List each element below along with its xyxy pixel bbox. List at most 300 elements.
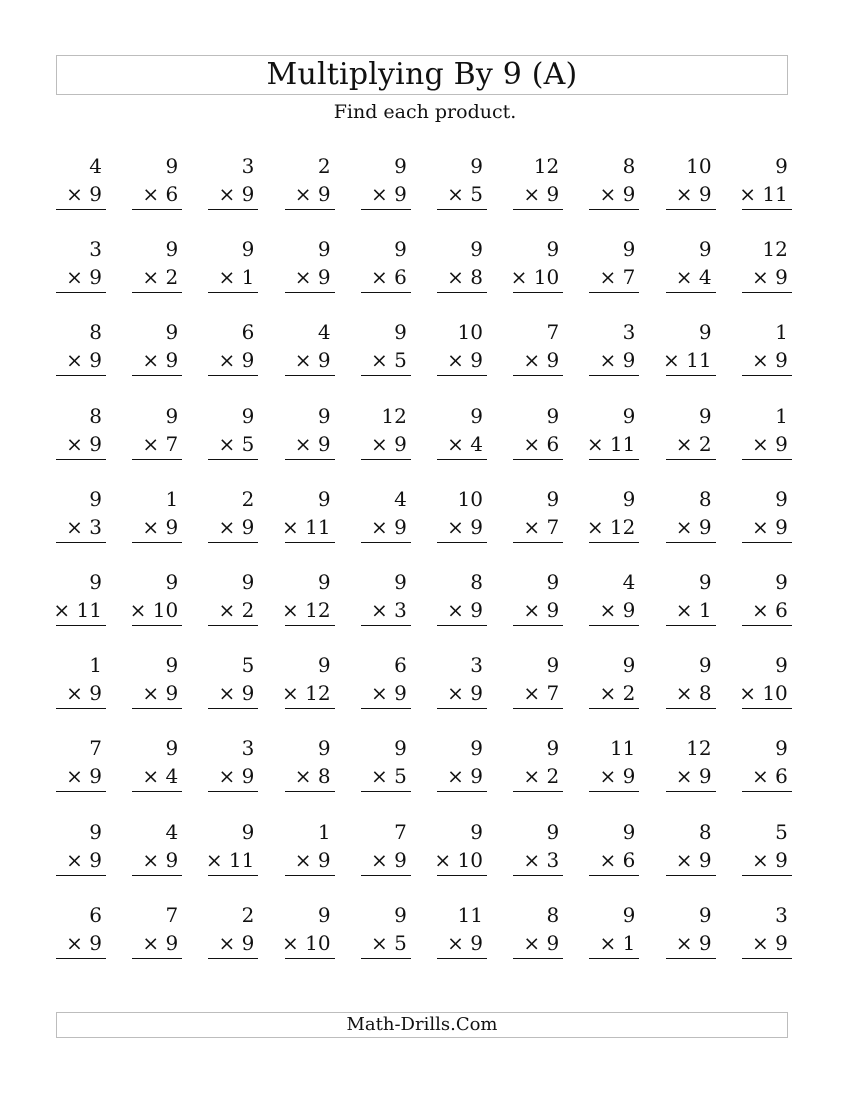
- multiplicand: 9: [546, 736, 560, 761]
- multiplicand: 4: [89, 154, 102, 178]
- multiplier: × 9: [523, 930, 560, 955]
- multiplier: × 9: [370, 847, 407, 872]
- answer-line: [285, 209, 335, 210]
- problem: [742, 571, 792, 635]
- problem: [666, 488, 716, 552]
- multiplicand: 3: [89, 237, 102, 262]
- answer-line: [132, 625, 182, 626]
- multiplicand: 9: [394, 570, 407, 594]
- multiplier: × 9: [218, 514, 255, 539]
- multiplier: × 9: [218, 348, 255, 373]
- multiplicand: 9: [165, 570, 179, 594]
- problem: [361, 571, 411, 635]
- multiplier: × 4: [142, 764, 179, 789]
- multiplicand: 9: [698, 237, 712, 262]
- answer-line: [208, 875, 258, 876]
- multiplier: × 9: [751, 265, 788, 290]
- problem: [361, 737, 411, 801]
- problem: [513, 821, 563, 885]
- multiplicand: 1: [775, 403, 788, 428]
- multiplicand: 9: [775, 653, 788, 678]
- problem: [208, 654, 258, 718]
- multiplicand: 9: [775, 154, 788, 178]
- problem: [361, 155, 411, 219]
- answer-line: [56, 375, 106, 376]
- problem: [666, 737, 716, 801]
- problem: [437, 737, 487, 801]
- multiplier: × 10: [739, 681, 788, 706]
- answer-line: [742, 625, 792, 626]
- answer-line: [361, 625, 411, 626]
- problem: [589, 321, 639, 385]
- multiplier: × 11: [586, 431, 636, 456]
- answer-line: [56, 292, 106, 293]
- multiplier: × 9: [751, 348, 788, 373]
- answer-line: [513, 625, 563, 626]
- problem: [132, 821, 182, 885]
- multiplicand: 9: [241, 403, 255, 428]
- problem: [208, 571, 258, 635]
- multiplier: × 9: [599, 764, 636, 789]
- answer-line: [132, 375, 182, 376]
- problem: [361, 405, 411, 469]
- multiplicand: 9: [394, 320, 407, 345]
- problem: [589, 155, 639, 219]
- answer-line: [742, 292, 792, 293]
- problem: [742, 238, 792, 302]
- multiplicand: 10: [457, 486, 483, 511]
- multiplier: × 9: [294, 847, 331, 872]
- multiplicand: 8: [470, 570, 483, 594]
- multiplier: × 9: [294, 348, 331, 373]
- problem: [437, 654, 487, 718]
- answer-line: [285, 375, 335, 376]
- answer-line: [56, 958, 106, 959]
- multiplicand: 9: [89, 486, 102, 511]
- multiplier: × 9: [294, 182, 331, 206]
- multiplicand: 9: [241, 237, 255, 262]
- multiplicand: 9: [165, 403, 179, 428]
- answer-line: [589, 375, 639, 376]
- problem: [56, 821, 106, 885]
- multiplier: × 9: [751, 930, 788, 955]
- multiplicand: 2: [241, 902, 255, 927]
- multiplicand: 9: [622, 653, 636, 678]
- multiplicand: 6: [89, 902, 102, 927]
- problem: [285, 321, 335, 385]
- multiplicand: 3: [775, 902, 788, 927]
- multiplicand: 9: [775, 570, 788, 594]
- problem: [513, 654, 563, 718]
- multiplicand: 12: [381, 403, 407, 428]
- answer-line: [666, 375, 716, 376]
- multiplicand: 9: [546, 486, 560, 511]
- multiplicand: 8: [698, 819, 712, 844]
- multiplier: × 9: [523, 348, 560, 373]
- multiplier: × 9: [447, 930, 483, 955]
- answer-line: [285, 292, 335, 293]
- answer-line: [742, 875, 792, 876]
- multiplier: × 4: [675, 265, 712, 290]
- multiplicand: 9: [317, 653, 331, 678]
- problem: [56, 904, 106, 968]
- multiplier: × 9: [66, 348, 102, 373]
- multiplier: × 9: [675, 182, 712, 206]
- multiplicand: 8: [89, 403, 102, 428]
- problem: [742, 737, 792, 801]
- multiplier: × 1: [599, 930, 636, 955]
- multiplicand: 9: [165, 736, 179, 761]
- multiplier: × 6: [599, 847, 636, 872]
- multiplier: × 9: [751, 847, 788, 872]
- multiplicand: 9: [470, 403, 483, 428]
- answer-line: [208, 209, 258, 210]
- problem: [739, 653, 792, 718]
- answer-line: [513, 375, 563, 376]
- answer-line: [56, 791, 106, 792]
- problem: [285, 238, 335, 302]
- multiplier: × 5: [370, 930, 407, 955]
- problem: [437, 571, 487, 635]
- multiplier: × 5: [370, 764, 407, 789]
- answer-line: [666, 459, 716, 460]
- problem: [513, 904, 563, 968]
- problem: [589, 571, 639, 635]
- multiplicand: 1: [775, 320, 788, 345]
- answer-line: [132, 708, 182, 709]
- answer-line: [285, 542, 335, 543]
- problem: [513, 737, 563, 801]
- problem: [282, 653, 335, 718]
- answer-line: [361, 542, 411, 543]
- answer-line: [208, 708, 258, 709]
- multiplier: × 9: [142, 681, 179, 706]
- multiplier: × 2: [599, 681, 636, 706]
- multiplier: × 9: [142, 348, 179, 373]
- multiplier: × 9: [675, 930, 712, 955]
- answer-line: [361, 958, 411, 959]
- answer-line: [742, 209, 792, 210]
- multiplier: × 9: [142, 847, 179, 872]
- multiplier: × 9: [599, 598, 636, 622]
- multiplicand: 9: [698, 570, 712, 594]
- multiplier: × 9: [66, 930, 102, 955]
- multiplier: × 11: [53, 598, 102, 622]
- problem: [56, 488, 106, 552]
- multiplier: × 5: [218, 431, 255, 456]
- multiplier: × 12: [282, 598, 331, 622]
- multiplicand: 10: [686, 154, 712, 178]
- multiplier: × 7: [523, 681, 560, 706]
- answer-line: [285, 459, 335, 460]
- multiplier: × 3: [370, 598, 407, 622]
- multiplicand: 9: [698, 320, 712, 345]
- multiplier: × 9: [599, 182, 636, 206]
- multiplier: × 9: [370, 431, 407, 456]
- multiplier: × 10: [510, 265, 560, 290]
- multiplier: × 9: [675, 847, 712, 872]
- multiplier: × 11: [663, 348, 712, 373]
- multiplicand: 9: [241, 819, 255, 844]
- multiplicand: 12: [686, 736, 712, 761]
- multiplicand: 9: [622, 819, 636, 844]
- multiplier: × 5: [370, 348, 407, 373]
- multiplier: × 9: [751, 514, 788, 539]
- problem: [586, 486, 639, 552]
- problem: [56, 405, 106, 469]
- multiplier: × 9: [675, 764, 712, 789]
- problem: [510, 237, 563, 302]
- multiplicand: 9: [470, 237, 483, 262]
- multiplier: × 9: [370, 514, 407, 539]
- multiplier: × 9: [66, 847, 102, 872]
- multiplicand: 9: [394, 237, 407, 262]
- multiplier: × 9: [447, 598, 483, 622]
- multiplier: × 9: [751, 431, 788, 456]
- problem: [437, 488, 487, 552]
- multiplicand: 4: [317, 320, 331, 345]
- answer-line: [361, 292, 411, 293]
- problem: [53, 570, 106, 635]
- problem: [742, 321, 792, 385]
- answer-line: [56, 459, 106, 460]
- problem: [437, 405, 487, 469]
- answer-line: [666, 542, 716, 543]
- answer-line: [208, 375, 258, 376]
- problem: [666, 155, 716, 219]
- answer-line: [742, 542, 792, 543]
- answer-line: [361, 459, 411, 460]
- multiplicand: 9: [622, 902, 636, 927]
- answer-line: [132, 459, 182, 460]
- multiplicand: 8: [89, 320, 102, 345]
- problem: [589, 654, 639, 718]
- multiplier: × 2: [218, 598, 255, 622]
- multiplicand: 9: [317, 902, 331, 927]
- multiplicand: 4: [394, 486, 407, 511]
- problem: [513, 571, 563, 635]
- multiplier: × 7: [142, 431, 179, 456]
- problem: [132, 238, 182, 302]
- answer-line: [285, 875, 335, 876]
- multiplicand: 9: [394, 902, 407, 927]
- problem: [56, 737, 106, 801]
- multiplier: × 9: [447, 514, 483, 539]
- problem: [666, 821, 716, 885]
- answer-line: [742, 958, 792, 959]
- problem: [742, 488, 792, 552]
- multiplier: × 9: [447, 348, 483, 373]
- multiplicand: 9: [165, 320, 179, 345]
- multiplicand: 9: [317, 403, 331, 428]
- multiplier: × 2: [142, 265, 179, 290]
- multiplicand: 9: [165, 653, 179, 678]
- multiplicand: 9: [165, 237, 179, 262]
- answer-line: [513, 542, 563, 543]
- multiplicand: 8: [546, 902, 560, 927]
- problem: [589, 904, 639, 968]
- multiplicand: 12: [533, 154, 560, 178]
- problem: [132, 737, 182, 801]
- multiplicand: 8: [622, 154, 636, 178]
- answer-line: [666, 209, 716, 210]
- multiplier: × 4: [447, 431, 483, 456]
- multiplicand: 8: [698, 486, 712, 511]
- problem: [208, 737, 258, 801]
- multiplicand: 9: [89, 570, 102, 594]
- multiplier: × 9: [218, 930, 255, 955]
- page-title: Multiplying By 9 (A): [266, 57, 578, 92]
- problem: [589, 238, 639, 302]
- multiplier: × 9: [66, 764, 102, 789]
- multiplicand: 9: [622, 237, 636, 262]
- multiplicand: 9: [394, 154, 407, 178]
- multiplicand: 9: [165, 154, 179, 178]
- problem: [437, 321, 487, 385]
- answer-line: [437, 292, 487, 293]
- multiplicand: 2: [317, 154, 331, 178]
- multiplicand: 12: [762, 237, 788, 262]
- problem: [208, 488, 258, 552]
- problem: [208, 238, 258, 302]
- answer-line: [666, 625, 716, 626]
- multiplier: × 9: [66, 265, 102, 290]
- multiplier: × 10: [129, 598, 179, 622]
- multiplier: × 9: [447, 681, 483, 706]
- answer-line: [589, 708, 639, 709]
- problem: [666, 405, 716, 469]
- multiplicand: 10: [457, 320, 483, 345]
- problem: [739, 154, 792, 219]
- multiplicand: 9: [546, 237, 560, 262]
- multiplicand: 3: [241, 154, 255, 178]
- answer-line: [589, 875, 639, 876]
- problem: [666, 654, 716, 718]
- problem: [208, 321, 258, 385]
- answer-line: [589, 958, 639, 959]
- problem: [132, 321, 182, 385]
- problem: [205, 819, 258, 885]
- multiplicand: 2: [241, 486, 255, 511]
- answer-line: [742, 459, 792, 460]
- problem: [742, 405, 792, 469]
- multiplier: × 9: [66, 182, 102, 206]
- answer-line: [437, 708, 487, 709]
- answer-line: [132, 542, 182, 543]
- answer-line: [437, 791, 487, 792]
- multiplier: × 9: [294, 431, 331, 456]
- answer-line: [437, 958, 487, 959]
- multiplier: × 11: [282, 514, 331, 539]
- answer-line: [132, 791, 182, 792]
- problem: [589, 737, 639, 801]
- answer-line: [513, 791, 563, 792]
- multiplicand: 3: [470, 653, 483, 678]
- multiplier: × 9: [218, 182, 255, 206]
- multiplier: × 1: [218, 265, 255, 290]
- answer-line: [208, 542, 258, 543]
- problem: [666, 904, 716, 968]
- multiplier: × 10: [282, 930, 331, 955]
- multiplicand: 7: [546, 320, 560, 345]
- footer-credit: Math-Drills.Com: [346, 1014, 498, 1035]
- multiplicand: 9: [89, 819, 102, 844]
- problem: [361, 904, 411, 968]
- answer-line: [208, 958, 258, 959]
- multiplicand: 9: [470, 819, 483, 844]
- answer-line: [361, 209, 411, 210]
- multiplier: × 9: [523, 598, 560, 622]
- answer-line: [132, 875, 182, 876]
- problem: [513, 321, 563, 385]
- answer-line: [513, 459, 563, 460]
- multiplicand: 7: [89, 736, 102, 761]
- multiplicand: 9: [317, 237, 331, 262]
- footer-box: [56, 1012, 788, 1038]
- problem: [282, 486, 335, 552]
- multiplier: × 12: [586, 514, 636, 539]
- multiplier: × 9: [142, 930, 179, 955]
- multiplicand: 9: [394, 736, 407, 761]
- problem: [742, 821, 792, 885]
- answer-line: [666, 292, 716, 293]
- multiplier: × 5: [447, 182, 483, 206]
- answer-line: [56, 875, 106, 876]
- multiplicand: 9: [317, 570, 331, 594]
- multiplier: × 3: [523, 847, 560, 872]
- multiplicand: 11: [609, 736, 636, 761]
- problem: [361, 321, 411, 385]
- answer-line: [208, 459, 258, 460]
- answer-line: [132, 958, 182, 959]
- multiplier: × 6: [523, 431, 560, 456]
- answer-line: [513, 209, 563, 210]
- multiplicand: 9: [698, 902, 712, 927]
- multiplicand: 11: [457, 902, 483, 927]
- multiplicand: 9: [698, 653, 712, 678]
- problem: [663, 320, 716, 385]
- multiplier: × 3: [66, 514, 102, 539]
- multiplicand: 9: [546, 403, 560, 428]
- problem: [586, 403, 639, 469]
- problem: [56, 321, 106, 385]
- multiplicand: 9: [546, 653, 560, 678]
- problem: [285, 155, 335, 219]
- problem: [132, 904, 182, 968]
- problem: [589, 821, 639, 885]
- multiplier: × 9: [599, 348, 636, 373]
- answer-line: [361, 708, 411, 709]
- multiplicand: 7: [165, 902, 179, 927]
- multiplicand: 9: [470, 736, 483, 761]
- problem: [285, 737, 335, 801]
- multiplier: × 9: [66, 681, 102, 706]
- multiplicand: 7: [394, 819, 407, 844]
- multiplier: × 9: [142, 514, 179, 539]
- answer-line: [285, 708, 335, 709]
- multiplier: × 6: [370, 265, 407, 290]
- problem: [361, 821, 411, 885]
- multiplicand: 3: [622, 320, 636, 345]
- multiplier: × 9: [675, 514, 712, 539]
- problem: [666, 238, 716, 302]
- multiplicand: 1: [165, 486, 179, 511]
- answer-line: [361, 875, 411, 876]
- problem: [282, 902, 335, 968]
- multiplier: × 9: [66, 431, 102, 456]
- answer-line: [666, 875, 716, 876]
- problem: [513, 155, 563, 219]
